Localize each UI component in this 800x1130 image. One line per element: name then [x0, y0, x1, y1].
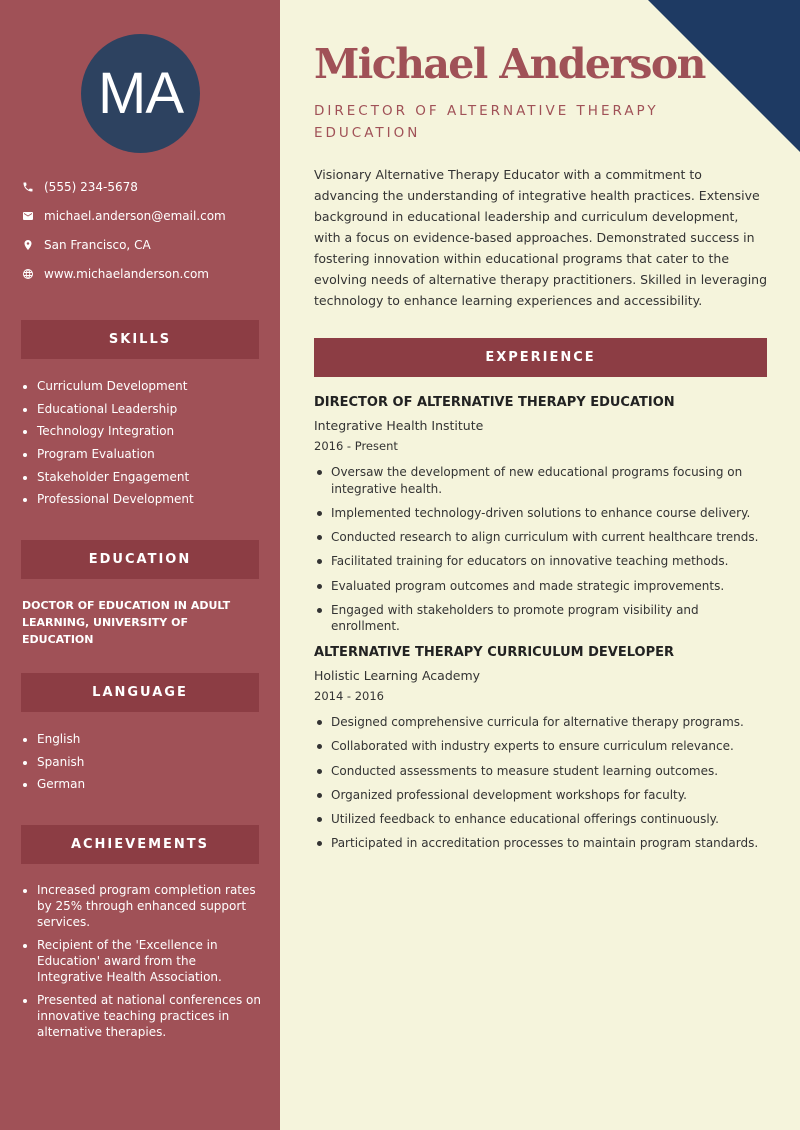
contact-location: [22, 230, 272, 259]
list-item: Organized professional development workshops for faculty.: [314, 787, 768, 804]
achievements-header-label: ACHIEVEMENTS: [70, 837, 210, 852]
language-header: LANGUAGE: [21, 673, 259, 712]
job-dates: 2016 - Present: [314, 439, 398, 453]
skills-header: SKILLS: [21, 320, 259, 359]
list-item: Recipient of the 'Excellence in Education' award from the Integrative Health Association.: [22, 937, 262, 985]
list-item: Professional Development: [22, 491, 262, 514]
email-icon: [22, 210, 44, 222]
job-role: ALTERNATIVE THERAPY CURRICULUM DEVELOPER: [314, 645, 675, 660]
location-text: San Francisco, CA: [44, 237, 151, 252]
job-bullets: [314, 714, 768, 852]
phone-icon: [22, 181, 44, 193]
globe-icon: [22, 268, 44, 280]
contact-phone: [22, 172, 272, 201]
education-header: EDUCATION: [21, 540, 259, 579]
list-item: Conducted assessments to measure student learning outcomes.: [314, 763, 768, 780]
job-title: DIRECTOR OF ALTERNATIVE THERAPY EDUCATION: [314, 103, 659, 141]
job-company: Holistic Learning Academy: [314, 668, 481, 683]
list-item: German: [22, 776, 262, 799]
list-item: Spanish: [22, 754, 262, 777]
list-item: Evaluated program outcomes and made strategic improvements.: [314, 578, 768, 595]
job-dates: 2014 - 2016: [314, 689, 384, 703]
phone-text: (555) 234-5678: [44, 179, 138, 194]
list-item: Educational Leadership: [22, 401, 262, 424]
email-link[interactable]: michael.anderson@email.com: [44, 208, 226, 223]
list-item: Participated in accreditation processes to maintain program standards.: [314, 835, 768, 852]
list-item: Utilized feedback to enhance educational offerings continuously.: [314, 811, 768, 828]
experience-item: [314, 644, 768, 860]
list-item: Curriculum Development: [22, 378, 262, 401]
experience-item: [314, 394, 768, 643]
avatar-initials: MA: [98, 61, 183, 126]
contact-email: [22, 201, 272, 230]
list-item: Increased program completion rates by 25% through enhanced support services.: [22, 882, 262, 930]
achievements-list: [22, 882, 262, 1047]
summary: Visionary Alternative Therapy Educator with a commitment to advancing the understanding of integrative health practices. Extensive background in educational leadership and curriculum development, with a focus on evidence-based approaches. Demonstrated success in fostering innovation within educational programs that cater to the evolving needs of alternative therapy practitioners. Skilled in leveraging technology to enhance learning experiences and accessibility.: [314, 167, 768, 308]
list-item: English: [22, 731, 262, 754]
experience-header: EXPERIENCE: [314, 338, 767, 377]
job-company: Integrative Health Institute: [314, 418, 484, 433]
list-item: Designed comprehensive curricula for alternative therapy programs.: [314, 714, 768, 731]
list-item: Conducted research to align curriculum with current healthcare trends.: [314, 529, 768, 546]
list-item: Collaborated with industry experts to ensure curriculum relevance.: [314, 738, 768, 755]
job-bullets: [314, 464, 768, 635]
list-item: Oversaw the development of new educational programs focusing on integrative health.: [314, 464, 768, 497]
job-role: DIRECTOR OF ALTERNATIVE THERAPY EDUCATION: [314, 395, 675, 410]
education-degree: DOCTOR OF EDUCATION IN ADULT LEARNING, UNIVERSITY OF EDUCATION: [22, 599, 231, 646]
achievements-header: [21, 825, 259, 864]
contact-website: [22, 259, 272, 288]
list-item: Presented at national conferences on innovative teaching practices in alternative therapies.: [22, 992, 262, 1040]
list-item: Program Evaluation: [22, 446, 262, 469]
list-item: Engaged with stakeholders to promote program visibility and enrollment.: [314, 602, 768, 635]
list-item: Facilitated training for educators on innovative teaching methods.: [314, 553, 768, 570]
avatar: [81, 34, 200, 153]
website-link[interactable]: www.michaelanderson.com: [44, 266, 209, 281]
skills-list: [22, 378, 262, 514]
list-item: Implemented technology-driven solutions to enhance course delivery.: [314, 505, 768, 522]
language-list: [22, 731, 262, 799]
list-item: Technology Integration: [22, 423, 262, 446]
contact-list: [22, 172, 272, 288]
page-title: Michael Anderson: [314, 40, 705, 88]
list-item: Stakeholder Engagement: [22, 469, 262, 492]
sidebar: [0, 0, 280, 1130]
location-pin-icon: [22, 239, 44, 251]
